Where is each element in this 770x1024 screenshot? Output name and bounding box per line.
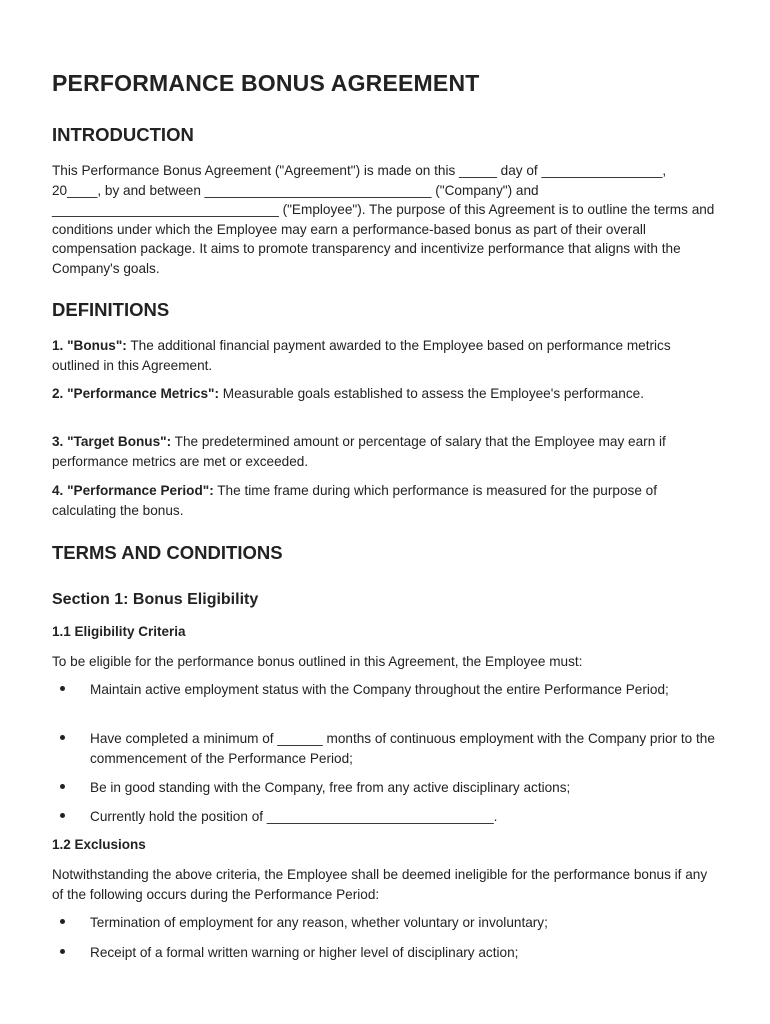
definition-text: Measurable goals established to assess the Employee's performance. (219, 386, 644, 401)
list-item-text: Have completed a minimum of ______ months of continuous employment with the Company prior to the commencement of the Performance Period; (90, 731, 715, 766)
list-item-text: Currently hold the position of ______________________________. (90, 809, 498, 824)
exclusions-heading: 1.2 Exclusions (52, 837, 146, 852)
document-title: PERFORMANCE BONUS AGREEMENT (52, 70, 480, 96)
exclusions-intro: Notwithstanding the above criteria, the Employee shall be deemed ineligible for the performance bonus if any of the following occurs during the Performance Period: (52, 867, 708, 902)
definition-term: 1. "Bonus": (52, 338, 127, 353)
eligibility-intro: To be eligible for the performance bonus outlined in this Agreement, the Employee must: (52, 654, 583, 669)
definition-item (52, 432, 717, 471)
definition-text: The time frame during which performance is measured for the purpose of calculating the bonus. (52, 483, 657, 518)
definitions-heading: DEFINITIONS (52, 299, 170, 320)
list-item-text: Be in good standing with the Company, free from any active disciplinary actions; (90, 780, 571, 795)
introduction-heading: INTRODUCTION (52, 124, 194, 145)
section1-heading: Section 1: Bonus Eligibility (52, 591, 259, 608)
definition-item (52, 481, 717, 520)
definition-text: The additional financial payment awarded to the Employee based on performance metrics outlined in this Agreement. (52, 338, 671, 373)
bullet-icon (60, 784, 65, 789)
definition-term: 4. "Performance Period": (52, 483, 214, 498)
bullet-icon (60, 919, 65, 924)
eligibility-criteria-heading: 1.1 Eligibility Criteria (52, 624, 186, 639)
definition-term: 3. "Target Bonus": (52, 434, 172, 449)
definition-item (52, 384, 717, 404)
introduction-paragraph: This Performance Bonus Agreement ("Agreement") is made on this _____ day of ________________, 20____, by and between ______________________________ ("Company") and ______________________________ ("Employee"). The purpose of this Agreement is to outline the terms and conditions under which the Employee may earn a performance-based bonus as part of their overall compensation package. It aims to promote transparency and incentivize performance that aligns with the Company's goals. (52, 163, 715, 276)
bullet-icon (60, 949, 65, 954)
bullet-icon (60, 735, 65, 740)
list-item-text: Termination of employment for any reason, whether voluntary or involuntary; (90, 915, 548, 930)
bullet-icon (60, 686, 65, 691)
terms-heading: TERMS AND CONDITIONS (52, 542, 283, 563)
definition-text: The predetermined amount or percentage of salary that the Employee may earn if performance metrics are met or exceeded. (52, 434, 666, 469)
definition-term: 2. "Performance Metrics": (52, 386, 220, 401)
definition-item (52, 336, 717, 375)
list-item-text: Receipt of a formal written warning or higher level of disciplinary action; (90, 945, 519, 960)
list-item-text: Maintain active employment status with the Company throughout the entire Performance Period; (90, 682, 669, 697)
bullet-icon (60, 813, 65, 818)
